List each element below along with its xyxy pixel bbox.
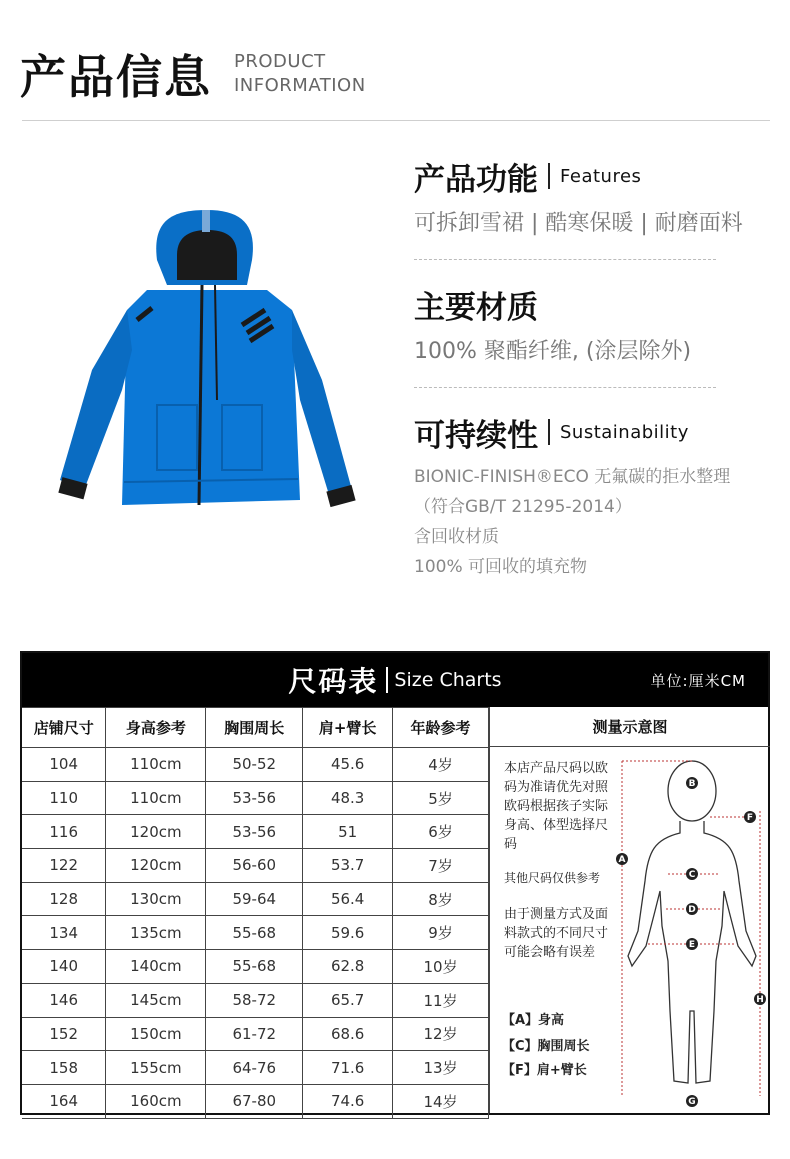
- table-cell: 68.6: [303, 1017, 393, 1051]
- table-cell: 13岁: [393, 1051, 489, 1085]
- features-text: 可拆卸雪裙 | 酷寒保暖 | 耐磨面料: [414, 211, 743, 236]
- table-row: [22, 950, 489, 984]
- measure-note: 其他尺码仅供参考: [504, 871, 601, 885]
- page-subtitle: [234, 50, 366, 98]
- table-cell: 116: [22, 815, 106, 849]
- marker-c: C: [688, 870, 696, 880]
- dashed-divider: [414, 387, 716, 388]
- table-cell: 145cm: [106, 983, 206, 1017]
- table-cell: 56-60: [206, 849, 303, 883]
- table-row: [22, 815, 489, 849]
- table-header-row: [22, 708, 489, 748]
- title-separator: [548, 419, 550, 445]
- title-separator: [386, 667, 388, 693]
- features-heading: [414, 152, 784, 200]
- table-cell: 11岁: [393, 983, 489, 1017]
- table-cell: 59.6: [303, 916, 393, 950]
- size-chart-header: [22, 653, 768, 707]
- table-cell: 48.3: [303, 781, 393, 815]
- page-title: 产品信息: [20, 50, 212, 104]
- table-cell: 140: [22, 950, 106, 984]
- measure-panel: [489, 707, 770, 1113]
- table-cell: 164: [22, 1084, 106, 1118]
- jacket-image: [52, 200, 362, 520]
- column-header: 店铺尺寸: [22, 708, 106, 748]
- title-separator: [548, 163, 550, 189]
- table-cell: 130cm: [106, 882, 206, 916]
- table-cell: 64-76: [206, 1051, 303, 1085]
- table-cell: 122: [22, 849, 106, 883]
- table-cell: 110cm: [106, 748, 206, 782]
- table-cell: 4岁: [393, 748, 489, 782]
- size-chart-title-en: Size Charts: [394, 669, 502, 691]
- subtitle-line-2: INFORMATION: [234, 75, 366, 96]
- table-cell: 110cm: [106, 781, 206, 815]
- table-cell: 134: [22, 916, 106, 950]
- table-cell: 12岁: [393, 1017, 489, 1051]
- measure-key: 【A】身高: [502, 1013, 565, 1028]
- table-cell: 59-64: [206, 882, 303, 916]
- table-cell: 128: [22, 882, 106, 916]
- table-row: [22, 849, 489, 883]
- table-cell: 71.6: [303, 1051, 393, 1085]
- table-row: [22, 1051, 489, 1085]
- table-cell: 10岁: [393, 950, 489, 984]
- table-cell: 56.4: [303, 882, 393, 916]
- material-title: 主要材质: [414, 289, 538, 326]
- column-header: 身高参考: [106, 708, 206, 748]
- table-row: [22, 882, 489, 916]
- column-header: 年龄参考: [393, 708, 489, 748]
- table-cell: 120cm: [106, 849, 206, 883]
- table-cell: 53-56: [206, 815, 303, 849]
- table-cell: 74.6: [303, 1084, 393, 1118]
- table-row: [22, 781, 489, 815]
- sustainability-line: 含回收材质: [414, 527, 499, 547]
- table-cell: 51: [303, 815, 393, 849]
- table-cell: 9岁: [393, 916, 489, 950]
- size-chart-unit: 单位:厘米CM: [650, 672, 746, 690]
- table-row: [22, 1084, 489, 1118]
- table-row: [22, 748, 489, 782]
- measure-title: 测量示意图: [490, 707, 770, 747]
- sustainability-heading: [414, 408, 784, 456]
- table-cell: 62.8: [303, 950, 393, 984]
- marker-e: E: [688, 940, 696, 950]
- table-row: [22, 1017, 489, 1051]
- sustainability-title: 可持续性: [414, 417, 538, 454]
- table-cell: 158: [22, 1051, 106, 1085]
- table-cell: 61-72: [206, 1017, 303, 1051]
- table-cell: 14岁: [393, 1084, 489, 1118]
- marker-g: G: [688, 1097, 696, 1107]
- sustainability-line: BIONIC-FINISH®ECO 无氟碳的拒水整理: [414, 467, 731, 487]
- column-header: 肩+臂长: [303, 708, 393, 748]
- table-cell: 5岁: [393, 781, 489, 815]
- subtitle-line-1: PRODUCT: [234, 51, 326, 72]
- features-title: 产品功能: [414, 161, 538, 198]
- marker-f: F: [746, 813, 754, 823]
- marker-d: D: [688, 905, 696, 915]
- dashed-divider: [414, 259, 716, 260]
- table-cell: 146: [22, 983, 106, 1017]
- marker-a: A: [618, 855, 626, 865]
- material-heading: [414, 280, 784, 328]
- table-cell: 120cm: [106, 815, 206, 849]
- measure-key: 【F】肩+臂长: [502, 1063, 587, 1078]
- features-title-en: Features: [560, 165, 642, 187]
- table-cell: 6岁: [393, 815, 489, 849]
- table-cell: 65.7: [303, 983, 393, 1017]
- table-row: [22, 983, 489, 1017]
- table-cell: 67-80: [206, 1084, 303, 1118]
- table-cell: 150cm: [106, 1017, 206, 1051]
- table-cell: 8岁: [393, 882, 489, 916]
- marker-h: H: [756, 995, 764, 1005]
- material-text: 100% 聚酯纤维, (涂层除外): [414, 339, 692, 364]
- table-cell: 45.6: [303, 748, 393, 782]
- table-cell: 58-72: [206, 983, 303, 1017]
- marker-b: B: [688, 779, 696, 789]
- size-chart: [20, 651, 770, 1115]
- header-divider: [22, 120, 770, 121]
- page-header: [20, 44, 366, 104]
- table-cell: 55-68: [206, 916, 303, 950]
- table-cell: 152: [22, 1017, 106, 1051]
- measure-note: 由于测量方式及面料款式的不同尺寸可能会略有误差: [504, 907, 609, 960]
- table-cell: 140cm: [106, 950, 206, 984]
- table-cell: 160cm: [106, 1084, 206, 1118]
- table-cell: 53.7: [303, 849, 393, 883]
- size-chart-title-cn: 尺码表: [288, 665, 379, 698]
- sustainability-line: 100% 可回收的填充物: [414, 557, 588, 577]
- table-cell: 155cm: [106, 1051, 206, 1085]
- product-info: [414, 152, 784, 582]
- table-cell: 104: [22, 748, 106, 782]
- table-row: [22, 916, 489, 950]
- table-cell: 135cm: [106, 916, 206, 950]
- table-cell: 50-52: [206, 748, 303, 782]
- table-cell: 7岁: [393, 849, 489, 883]
- table-cell: 53-56: [206, 781, 303, 815]
- body-figure-diagram: [610, 751, 770, 1111]
- column-header: 胸围周长: [206, 708, 303, 748]
- sustainability-title-en: Sustainability: [560, 421, 689, 443]
- measure-note: 本店产品尺码以欧码为准请优先对照欧码根据孩子实际身高、体型选择尺码: [504, 761, 609, 852]
- table-cell: 110: [22, 781, 106, 815]
- table-cell: 55-68: [206, 950, 303, 984]
- sustainability-line: （符合GB/T 21295-2014）: [414, 497, 632, 517]
- measure-key: 【C】胸围周长: [502, 1039, 590, 1054]
- size-table: [22, 707, 489, 1119]
